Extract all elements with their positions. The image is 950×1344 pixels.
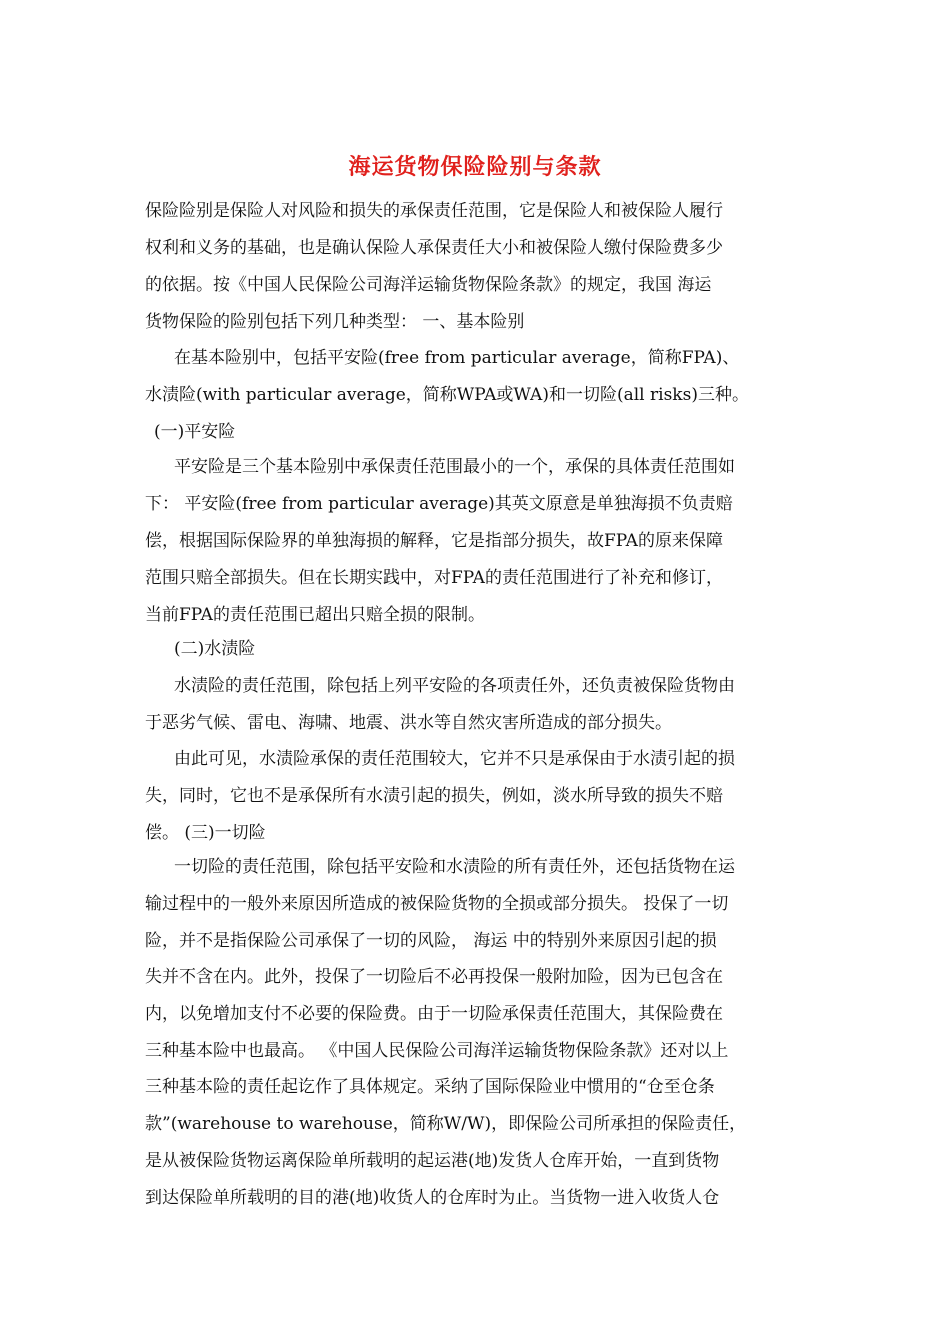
section-heading: (二)水渍险 xyxy=(174,639,256,659)
text-line: 水渍险(with particular average，简称WPA或WA)和一切险(all risks)三种。 xyxy=(145,385,749,405)
text-line: 三种基本险中也最高。 《中国人民保险公司海洋运输货物保险条款》还对以上 xyxy=(145,1041,729,1061)
text-line: 险，并不是指保险公司承保了一切的风险， 海运 中的特别外来原因引起的损 xyxy=(145,931,717,951)
text-line: 偿。 (三)一切险 xyxy=(145,823,266,843)
text-line: 货物保险的险别包括下列几种类型： 一、基本险别 xyxy=(145,312,525,332)
text-line: 于恶劣气候、雷电、海啸、地震、洪水等自然灾害所造成的部分损失。 xyxy=(145,713,672,733)
text-line: 输过程中的一般外来原因所造成的被保险货物的全损或部分损失。 投保了一切 xyxy=(145,894,729,914)
text-line: 一切险的责任范围，除包括平安险和水渍险的所有责任外，还包括货物在运 xyxy=(174,857,735,877)
text-line: 内，以免增加支付不必要的保险费。由于一切险承保责任范围大，其保险费在 xyxy=(145,1004,723,1024)
text-line: 由此可见，水渍险承保的责任范围较大，它并不只是承保由于水渍引起的损 xyxy=(174,749,735,769)
document-title: 海运货物保险险别与条款 xyxy=(348,154,602,180)
text-line: 权利和义务的基础，也是确认保险人承保责任大小和被保险人缴付保险费多少 xyxy=(145,238,723,258)
text-line: 当前FPA的责任范围已超出只赔全损的限制。 xyxy=(145,605,485,625)
text-line: 平安险是三个基本险别中承保责任范围最小的一个，承保的具体责任范围如 xyxy=(174,457,735,477)
text-line: 是从被保险货物运离保险单所载明的起运港(地)发货人仓库开始，一直到货物 xyxy=(145,1151,720,1171)
text-line: 在基本险别中，包括平安险(free from particular average，简称FPA)、 xyxy=(174,348,740,368)
text-line: 三种基本险的责任起讫作了具体规定。采纳了国际保险业中惯用的“仓至仓条 xyxy=(145,1077,715,1097)
text-line: 下： 平安险(free from particular average)其英文原意是单独海损不负责赔 xyxy=(145,494,733,514)
text-line: 范围只赔全部损失。但在长期实践中，对FPA的责任范围进行了补充和修订， xyxy=(145,568,723,588)
section-heading: (一)平安险 xyxy=(154,422,236,442)
text-line: 水渍险的责任范围，除包括上列平安险的各项责任外，还负责被保险货物由 xyxy=(174,676,735,696)
text-line: 失，同时，它也不是承保所有水渍引起的损失，例如，淡水所导致的损失不赔 xyxy=(145,786,723,806)
text-line: 保险险别是保险人对风险和损失的承保责任范围，它是保险人和被保险人履行 xyxy=(145,201,723,221)
text-line: 到达保险单所载明的目的港(地)收货人的仓库时为止。当货物一进入收货人仓 xyxy=(145,1188,720,1208)
text-line: 偿，根据国际保险界的单独海损的解释，它是指部分损失，故FPA的原来保障 xyxy=(145,531,723,551)
text-line: 的依据。按《中国人民保险公司海洋运输货物保险条款》的规定，我国 海运 xyxy=(145,275,712,295)
text-line: 款”(warehouse to warehouse，简称W/W)，即保险公司所承担的保险责任， xyxy=(145,1114,747,1134)
text-line: 失并不含在内。此外，投保了一切险后不必再投保一般附加险，因为已包含在 xyxy=(145,967,723,987)
